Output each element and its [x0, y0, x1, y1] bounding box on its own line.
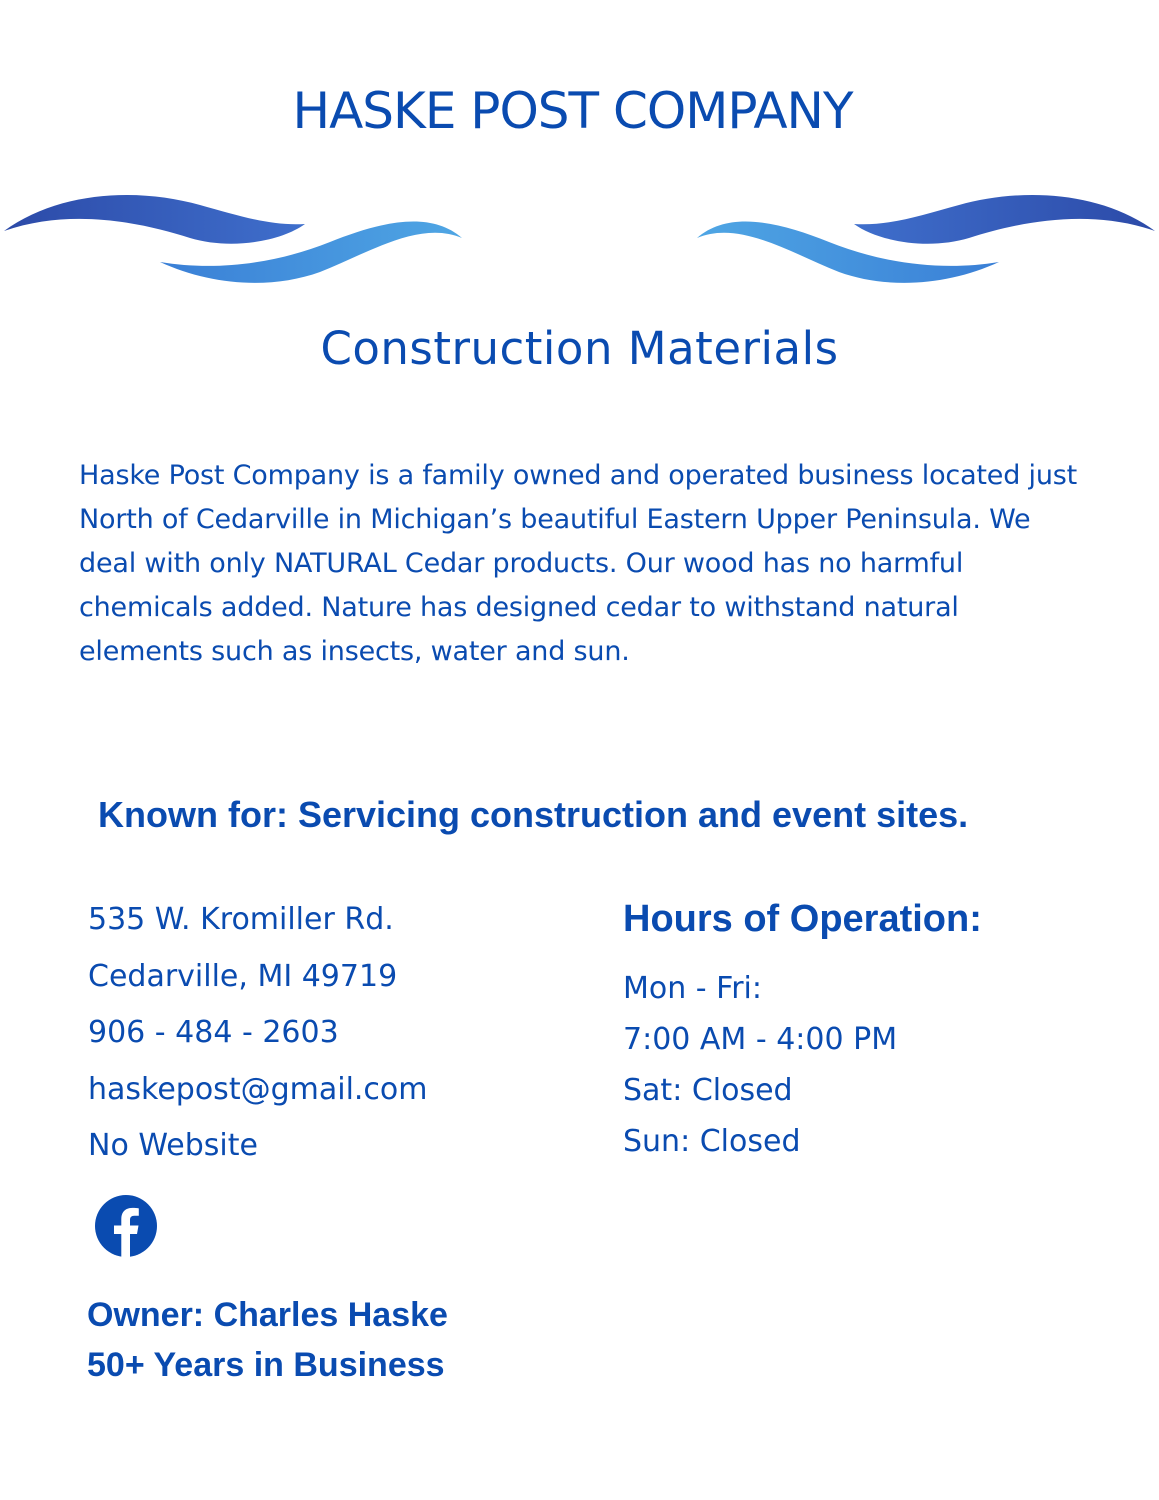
- intro-paragraph: Haske Post Company is a family owned and operated business located just North of Cedarville in Michigan’s beautiful Eastern Upper Peninsula. We deal with only NATURAL Cedar products. Our wood has no harmful chemicals added. Nature has designed cedar to withstand natural elements such as insects, water and sun.: [79, 460, 1077, 667]
- owner-info: [87, 1290, 448, 1390]
- email-address: haskepost@gmail.com: [88, 1071, 428, 1107]
- address-line-2: Cedarville, MI 49719: [88, 958, 398, 994]
- hours-list: [623, 966, 897, 1170]
- page-subtitle: Construction Materials: [320, 322, 839, 375]
- known-for-heading: Known for: Servicing construction and event sites.: [98, 794, 969, 835]
- wave-left-dark: [4, 195, 305, 244]
- hours-weekday-label: Mon - Fri:: [623, 971, 762, 1006]
- owner-name: Owner: Charles Haske: [87, 1296, 448, 1334]
- phone-number: 906 - 484 - 2603: [88, 1015, 339, 1050]
- address-line-1: 535 W. Kromiller Rd.: [88, 902, 394, 937]
- wave-right-dark: [854, 195, 1155, 244]
- hours-sunday: Sun: Closed: [623, 1124, 801, 1159]
- hours-heading: Hours of Operation:: [623, 898, 982, 940]
- hours-saturday: Sat: Closed: [623, 1073, 793, 1108]
- decorative-waves: [0, 180, 1159, 300]
- years-in-business: 50+ Years in Business: [87, 1346, 445, 1384]
- contact-info: [88, 896, 568, 1179]
- hours-weekday-time: 7:00 AM - 4:00 PM: [623, 1022, 898, 1057]
- facebook-icon[interactable]: [94, 1194, 158, 1258]
- website-text: No Website: [88, 1128, 258, 1163]
- company-title: HASKE POST COMPANY: [292, 82, 853, 140]
